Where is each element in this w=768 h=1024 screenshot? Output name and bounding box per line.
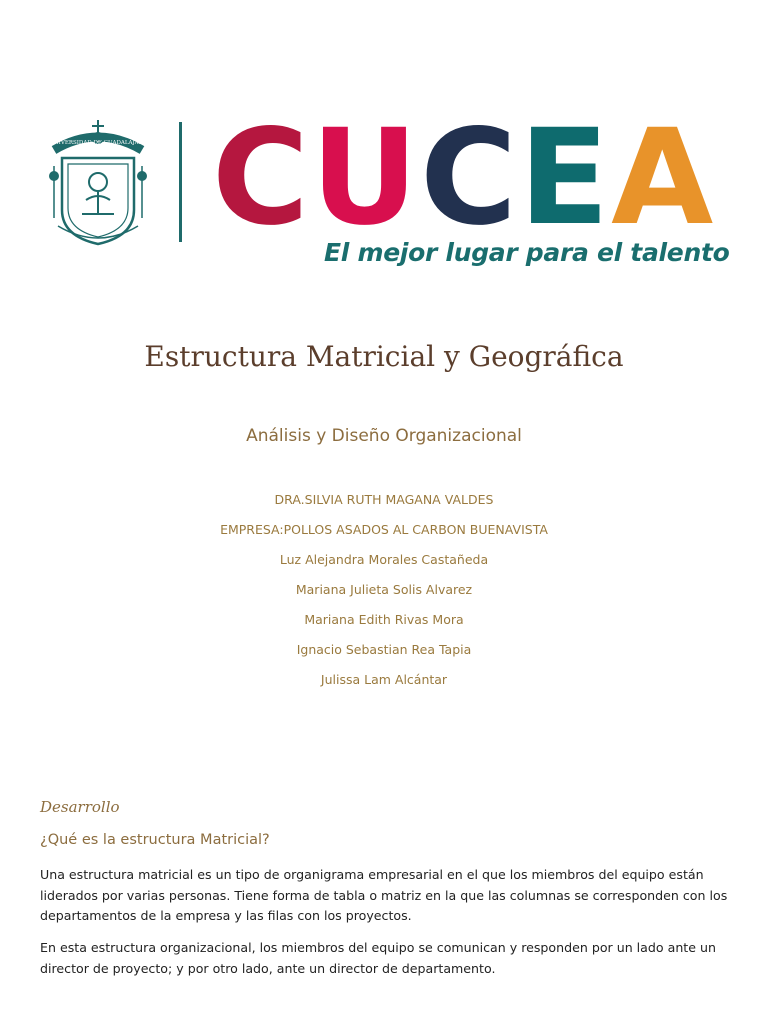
credit-company: EMPRESA:POLLOS ASADOS AL CARBON BUENAVISTA — [220, 522, 548, 537]
university-seal-icon — [48, 118, 148, 248]
brand-letter: C — [212, 101, 311, 255]
credit-author: Ignacio Sebastian Rea Tapia — [296, 642, 472, 657]
logo-divider — [179, 122, 182, 242]
brand-letter: E — [518, 101, 612, 255]
credits-list — [0, 490, 768, 700]
body-paragraph: Una estructura matricial es un tipo de organigrama empresarial en el que los miembros del equipo están liderados por varias personas. Tiene forma de tabla o matriz en la que las columnas se corresponden con los departamentos de la empresa y las filas con los proyectos. — [40, 867, 728, 923]
brand-letter: A — [611, 101, 716, 255]
document-subtitle: Análisis y Diseño Organizacional — [246, 426, 522, 446]
document-title: Estructura Matricial y Geográfica — [144, 340, 624, 373]
body-paragraph: En esta estructura organizacional, los miembros del equipo se comunican y responden por un lado ante un director de proyecto; y por otro lado, ante un director de departamento. — [40, 940, 716, 976]
credit-author: Julissa Lam Alcántar — [320, 672, 448, 687]
brand-letter: U — [310, 101, 421, 255]
tagline: El mejor lugar para el talento — [324, 238, 730, 267]
seal-text: UNIVERSIDAD DE GUADALAJARA — [49, 140, 147, 146]
credit-author: Luz Alejandra Morales Castañeda — [279, 552, 489, 567]
credit-author: Mariana Edith Rivas Mora — [304, 612, 464, 627]
section-question: ¿Qué es la estructura Matricial? — [40, 832, 270, 848]
brand-letter: C — [420, 101, 519, 255]
section-heading: Desarrollo — [40, 798, 120, 816]
credit-professor: DRA.SILVIA RUTH MAGANA VALDES — [274, 492, 494, 507]
credit-author: Mariana Julieta Solis Alvarez — [295, 582, 473, 597]
